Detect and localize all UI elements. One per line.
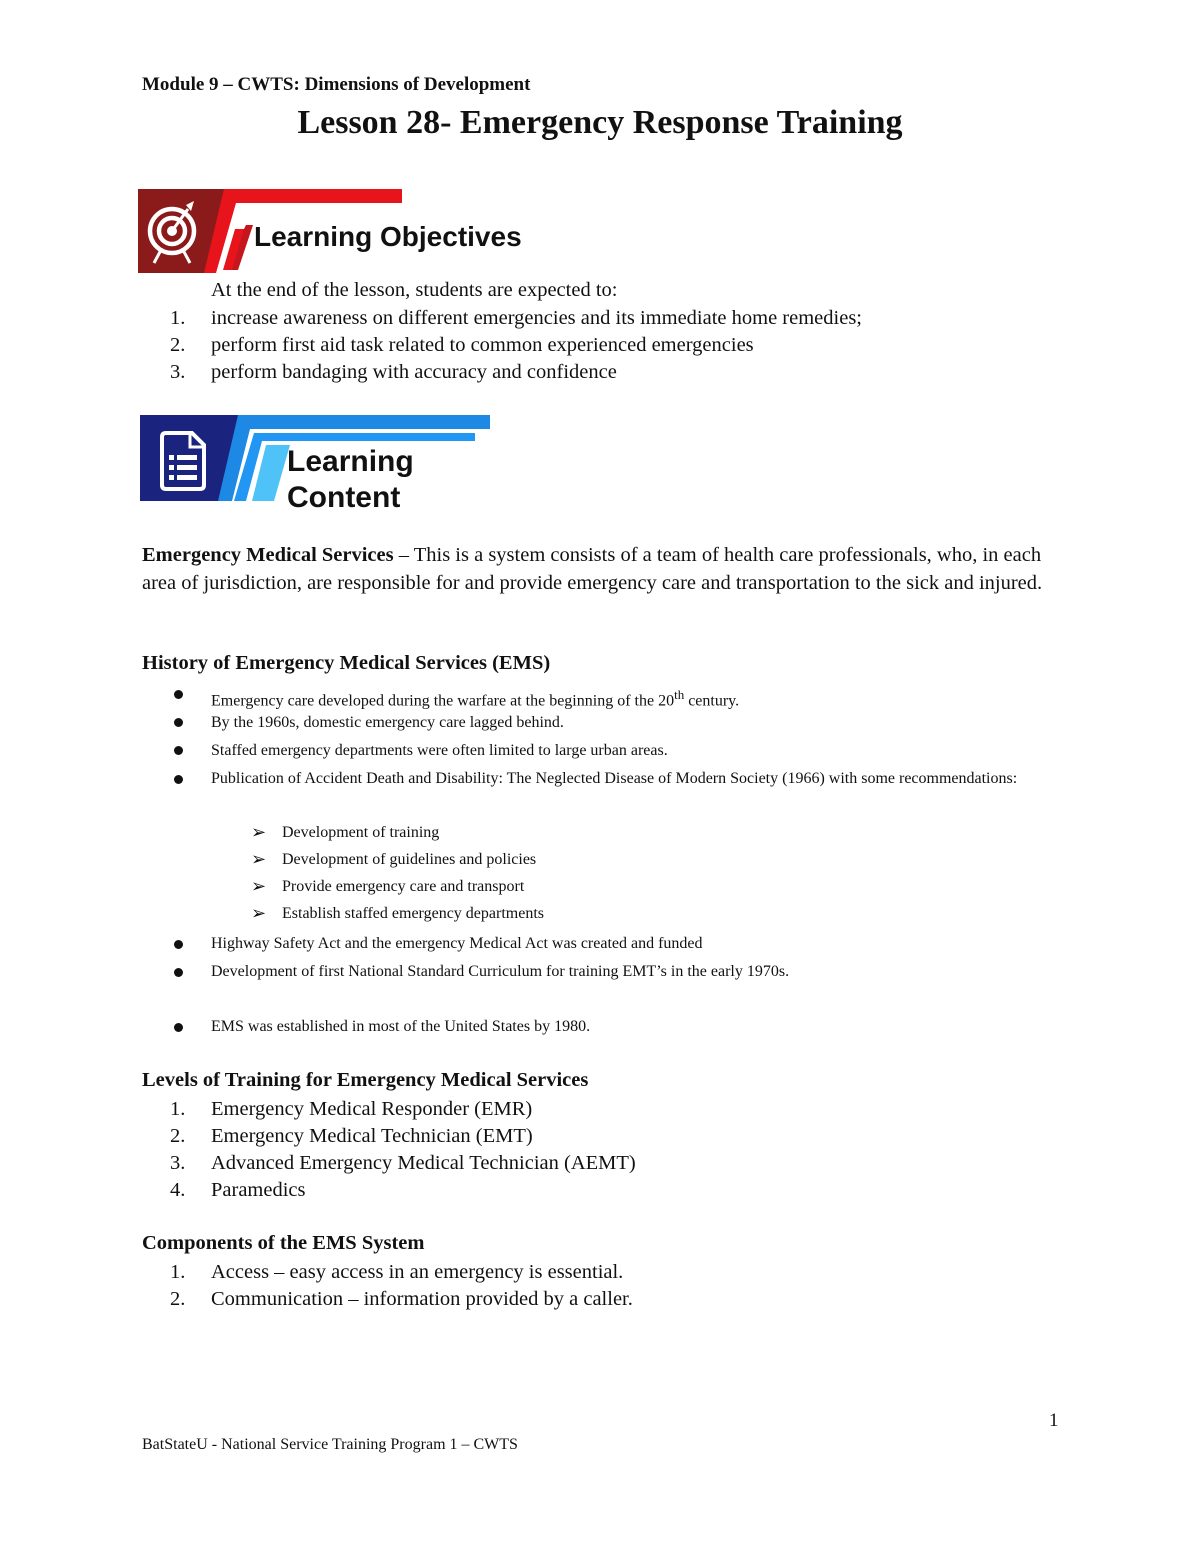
- arrow-bullet-icon: ➢: [251, 849, 267, 870]
- list-item: Staffed emergency departments were often limited to large urban areas.: [211, 742, 668, 759]
- levels-heading: Levels of Training for Emergency Medical Services: [142, 1069, 589, 1091]
- learning-content-banner: [140, 415, 492, 515]
- list-item: Highway Safety Act and the emergency Medical Act was created and funded: [211, 935, 703, 952]
- lesson-title: Lesson 28- Emergency Response Training: [297, 104, 903, 141]
- page-number: 1: [1049, 1410, 1059, 1431]
- components-heading: Components of the EMS System: [142, 1232, 425, 1254]
- list-item: Publication of Accident Death and Disability: The Neglected Disease of Modern Society (1966) with some recommendations:: [211, 770, 1018, 787]
- sub-list-item: Development of guidelines and policies: [282, 851, 537, 868]
- list-item: Development of first National Standard Curriculum for training EMT’s in the early 1970s.: [211, 963, 790, 980]
- page-footer: BatStateU - National Service Training Program 1 – CWTS: [142, 1436, 518, 1453]
- list-item: EMS was established in most of the United States by 1980.: [211, 1018, 591, 1035]
- module-header: Module 9 – CWTS: Dimensions of Development: [142, 74, 531, 95]
- list-item: By the 1960s, domestic emergency care lagged behind.: [211, 714, 564, 731]
- list-item: Emergency care developed during the warfare at the beginning of the 20th century.: [211, 687, 740, 710]
- ems-definition: Emergency Medical Services – This is a system consists of a team of health care professionals, who, in each area of jurisdiction, are responsible for and provide emergency care and transportation to the sick and injured.: [142, 544, 1043, 594]
- learning-content-title: Learning Content: [287, 445, 414, 514]
- history-heading: History of Emergency Medical Services (EMS): [142, 652, 551, 674]
- arrow-bullet-icon: ➢: [251, 822, 267, 843]
- learning-objectives-title: Learning Objectives: [254, 221, 522, 252]
- sub-list-item: Establish staffed emergency departments: [282, 905, 544, 922]
- arrow-bullet-icon: ➢: [251, 903, 267, 924]
- objectives-intro: At the end of the lesson, students are expected to:: [211, 279, 618, 301]
- arrow-bullet-icon: ➢: [251, 876, 267, 897]
- sub-list-item: Provide emergency care and transport: [282, 878, 525, 895]
- sub-list-item: Development of training: [282, 824, 440, 841]
- learning-objectives-banner: [138, 189, 538, 273]
